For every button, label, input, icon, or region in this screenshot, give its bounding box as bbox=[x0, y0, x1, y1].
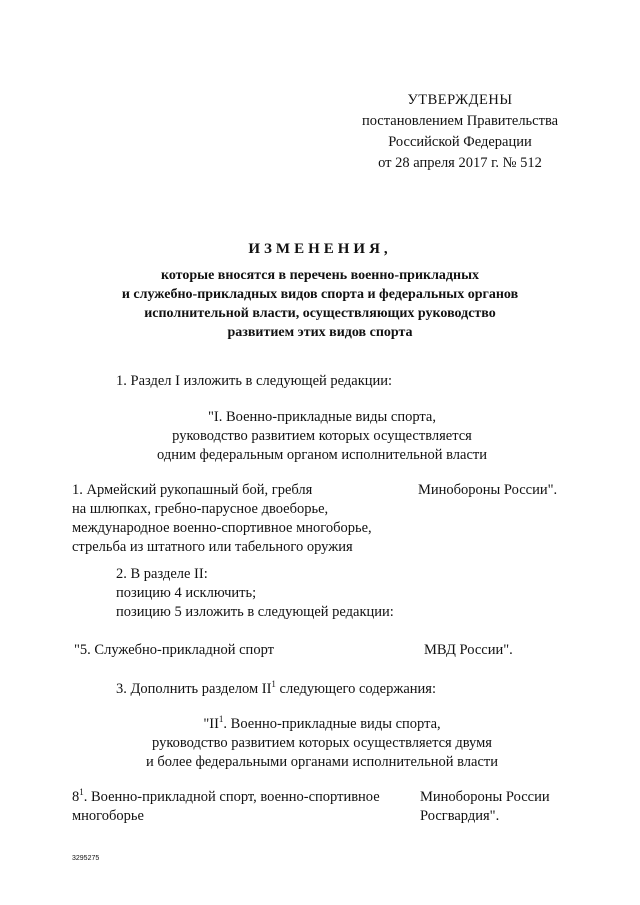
section-2-1-entry-org bbox=[420, 788, 550, 826]
entry-line bbox=[72, 788, 412, 807]
title-subtitle-line: и служебно-прикладных видов спорта и федеральных органов bbox=[121, 287, 519, 302]
section-1-heading bbox=[120, 408, 524, 465]
item-2-line: позицию 5 изложить в следующей редакции: bbox=[116, 604, 394, 620]
superscript: 1 bbox=[218, 714, 224, 724]
section-heading-line: и более федеральными органами исполнительной власти bbox=[145, 754, 498, 770]
section-1-entry-org: Минобороны России". bbox=[418, 482, 558, 498]
section-heading-line: одним федеральным органом исполнительной власти bbox=[156, 447, 487, 463]
approval-stamp bbox=[330, 90, 590, 174]
entry-org-line: Росгвардия". bbox=[420, 808, 500, 824]
title-subtitle-line: исполнительной власти, осуществляющих руководство bbox=[144, 306, 496, 321]
approval-line: Российской Федерации bbox=[388, 134, 532, 150]
entry-line: стрельба из штатного или табельного оружия bbox=[72, 539, 353, 555]
section-2-1-entry-name bbox=[72, 788, 412, 826]
approval-line: постановлением Правительства bbox=[361, 113, 559, 129]
title-main: ИЗМЕНЕНИЯ, bbox=[248, 241, 392, 257]
item-2-line: позицию 4 исключить; bbox=[116, 585, 257, 601]
item-2-line: 2. В разделе II: bbox=[116, 566, 208, 582]
heading-text: "II bbox=[203, 716, 219, 732]
entry-line: 1. Армейский рукопашный бой, гребля bbox=[72, 482, 313, 498]
heading-text: . Военно-прикладные виды спорта, bbox=[223, 716, 441, 732]
section-2-entry-name: "5. Служебно-прикладной спорт bbox=[74, 642, 274, 658]
document-number: 3295275 bbox=[72, 855, 100, 862]
document-title bbox=[60, 240, 580, 342]
item-1-intro: 1. Раздел I изложить в следующей редакции: bbox=[116, 373, 393, 389]
approval-date: от 28 апреля 2017 г. № 512 bbox=[378, 155, 542, 171]
section-heading-line: руководство развитием которых осуществляется bbox=[172, 428, 472, 444]
entry-org-line: Минобороны России bbox=[420, 789, 550, 805]
section-heading-line: "I. Военно-прикладные виды спорта, bbox=[208, 409, 436, 425]
intro-text: следующего содержания: bbox=[275, 681, 436, 697]
entry-line: многоборье bbox=[72, 808, 144, 824]
title-subtitle-line: развитием этих видов спорта bbox=[227, 325, 413, 340]
title-subtitle-line: которые вносятся в перечень военно-прикладных bbox=[160, 268, 480, 283]
entry-number: 8 bbox=[72, 789, 80, 805]
entry-line: на шлюпках, гребно-парусное двоеборье, bbox=[72, 501, 329, 517]
section-heading-line: руководство развитием которых осуществляется двумя bbox=[152, 735, 492, 751]
section-2-1-heading bbox=[120, 715, 524, 772]
superscript: 1 bbox=[271, 679, 276, 689]
entry-text: . Военно-прикладной спорт, военно-спортивное bbox=[83, 789, 380, 805]
section-1-entry-name bbox=[72, 481, 412, 557]
item-3-intro bbox=[116, 680, 436, 699]
section-heading-line bbox=[120, 715, 524, 734]
entry-line: международное военно-спортивное многоборье, bbox=[72, 520, 372, 536]
section-2-entry-org: МВД России". bbox=[424, 642, 513, 658]
item-2 bbox=[116, 565, 394, 622]
superscript: 1 bbox=[79, 787, 84, 797]
intro-text: 3. Дополнить разделом II bbox=[116, 681, 272, 697]
approval-heading: УТВЕРЖДЕНЫ bbox=[407, 92, 513, 108]
